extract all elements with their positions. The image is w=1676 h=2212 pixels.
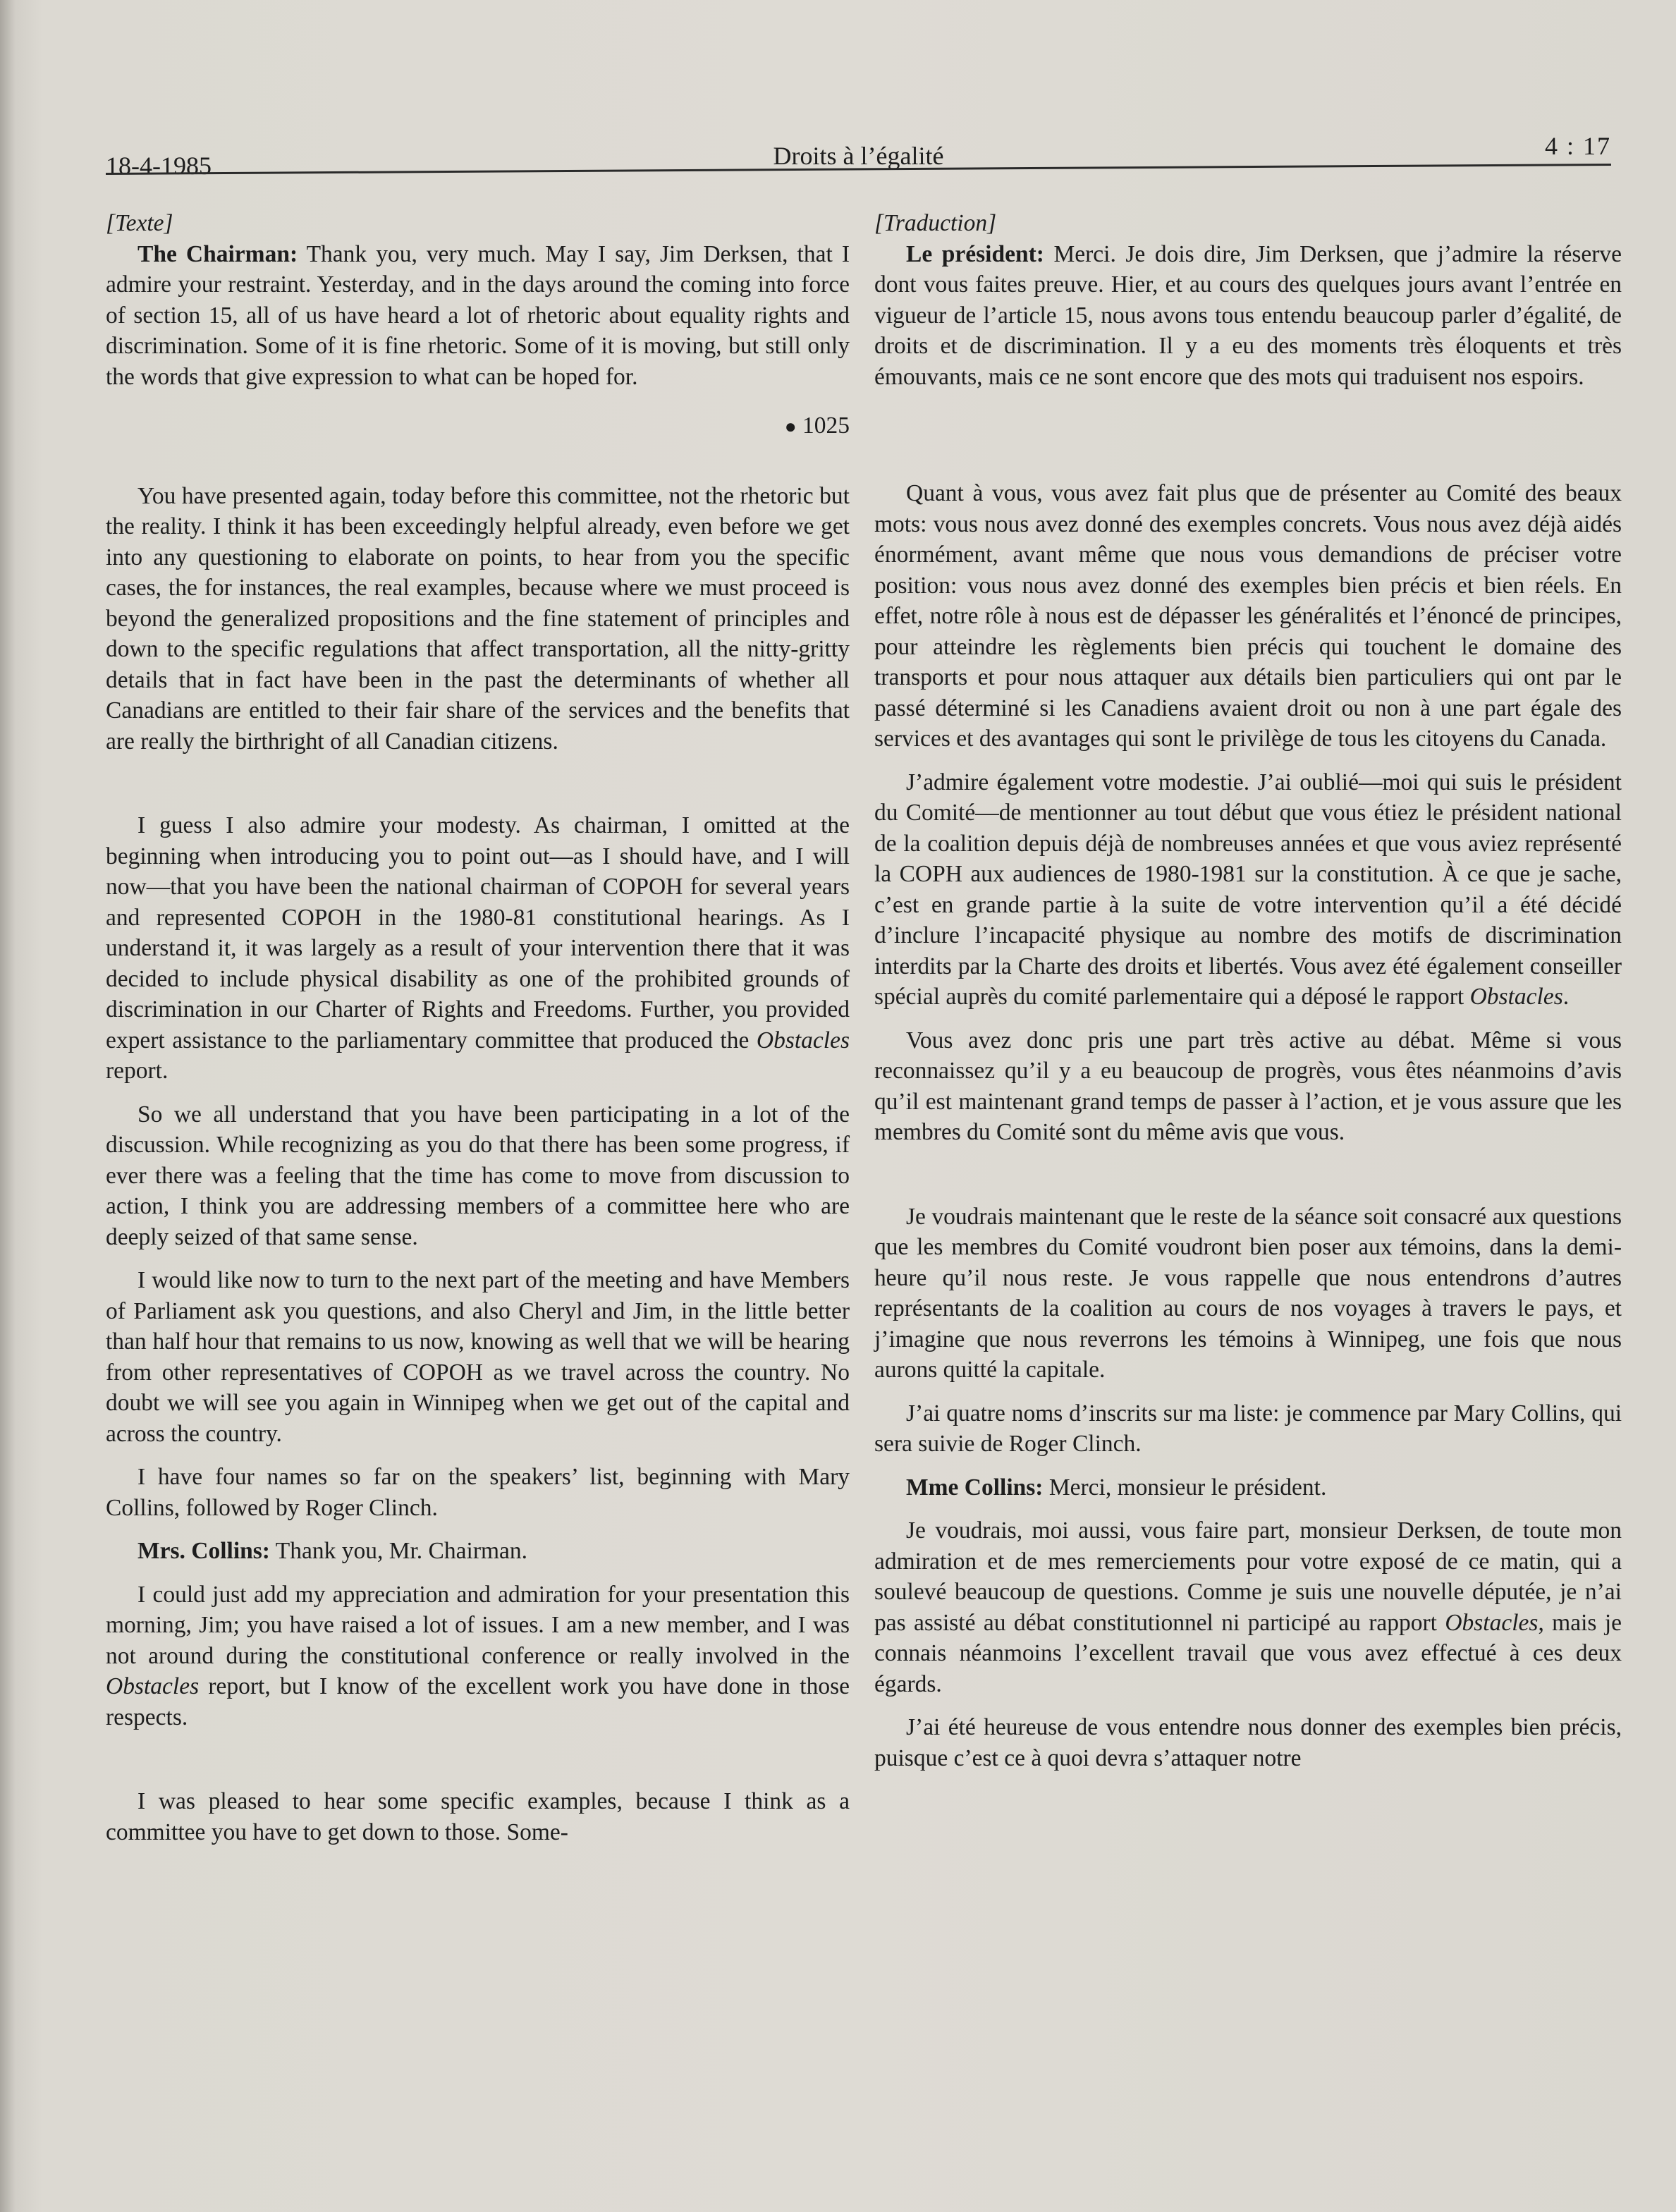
timestamp: ● 1025: [784, 413, 850, 439]
translation-label: [Traduction]: [874, 210, 997, 236]
french-column: [874, 208, 1622, 1773]
paragraph-collins: Mrs. Collins: Thank you, Mr. Chairman.: [137, 1538, 528, 1564]
paragraph: Vous avez donc pris une part très active au débat. Même si vous reconnaissez qu’il y a eu beaucoup de progrès, vous êtes néanmoins d’avis qu’il est maintenant grand temps de passer à l’action, et je vous assure que les membres du Comité sont du même avis que vous.: [874, 1027, 1622, 1145]
speaker-name: Le président:: [906, 240, 1044, 267]
header-date: 18-4-1985: [106, 152, 212, 180]
paragraph-chairman-intro: The Chairman: Thank you, very much. May I say, Jim Derksen, that I admire your restraint. Yesterday, and in the days around the coming into force of section 15, all of us have heard a lot of rhetoric about equality rights and discrimination. Some of it is fine rhetoric. Some of it is moving, but still only the words that give expression to what can be hoped for.: [106, 240, 850, 390]
paragraph-president-intro: Le président: Merci. Je dois dire, Jim Derksen, que j’admire la réserve dont vous faites preuve. Hier, et au cours des quelques jours avant l’entrée en vigueur de l’article 15, nous avons tous entendu beaucoup parler d’égalité, de droits et de discrimination. Il y a eu des moments très éloquents et très émouvants, mais ce ne sont encore que des mots qui traduisent nos espoirs.: [874, 240, 1622, 390]
paragraph: I guess I also admire your modesty. As chairman, I omitted at the beginning when introducing you to point out—as I should have, and I will now—that you have been the national chairman of COPOH for several years and represented COPOH in the 1980-81 constitutional hearings. As I understand it, it was largely as a result of your intervention there that it was decided to include physical disability as one of the prohibited grounds of discrimination in our Charter of Rights and Freedoms. Further, you provided expert assistance to the parliamentary committee that produced the Obstacles report.: [106, 812, 850, 1084]
paragraph: Je voudrais maintenant que le reste de la séance soit consacré aux questions que les membres du Comité voudront bien poser aux témoins, dans la demi-heure qu’il nous reste. Je vous rappelle que nous entendrons d’autres représentants de la coalition au cours de nos voyages à travers le pays, et j’imagine que nous reverrons les témoins à Winnipeg, une fois que nous aurons quitté la capitale.: [874, 1203, 1622, 1383]
paragraph: Je voudrais, moi aussi, vous faire part, monsieur Derksen, de toute mon admiration et de mes remerciements pour votre exposé de ce matin, qui a soulevé beaucoup de questions. Comme je suis une nouvelle députée, je n’ai pas assisté au débat constitutionnel ni participé au rapport Obstacles, mais je connais néanmoins l’excellent travail que vous avez effectué à ces deux égards.: [874, 1517, 1622, 1697]
paragraph: You have presented again, today before this committee, not the rhetoric but the reality. I think it has been exceedingly helpful already, even before we get into any questioning to elaborate on points, to hear from you the specific cases, the for instances, the real examples, because where we must proceed is beyond the generalized propositions and the fine statement of principles and down to the specific regulations that affect transportation, all the nitty-gritty details that in fact have been in the past the determinants of whether all Canadians are entitled to their fair share of the services and the benefits that are really the birthright of all Canadian citizens.: [106, 482, 850, 754]
header-title: Droits à l’égalité: [773, 142, 944, 170]
paragraph: J’ai été heureuse de vous entendre nous donner des exemples bien précis, puisque c’est ce à quoi devra s’attaquer notre: [874, 1714, 1622, 1771]
text-label: [Texte]: [106, 210, 173, 236]
paragraph: J’ai quatre noms d’inscrits sur ma liste: je commence par Mary Collins, qui sera suivie de Roger Clinch.: [874, 1400, 1622, 1457]
paragraph-collins: Mme Collins: Merci, monsieur le président.: [906, 1474, 1327, 1501]
binding-shadow: [0, 0, 16, 2212]
paragraph: I have four names so far on the speakers’ list, beginning with Mary Collins, followed by Roger Clinch.: [106, 1464, 850, 1521]
paragraph: So we all understand that you have been participating in a lot of the discussion. While recognizing as you do that there has been some progress, if ever there was a feeling that the time has come to move from discussion to action, I think you are addressing members of a committee here who are deeply seized of that same sense.: [106, 1101, 850, 1250]
header-page-number: 4 : 17: [1544, 132, 1611, 160]
english-column: [106, 208, 850, 1847]
speaker-name: Mme Collins:: [906, 1474, 1044, 1501]
paragraph: J’admire également votre modestie. J’ai oublié—moi qui suis le président du Comité—de mentionner au tout début que vous étiez le président national de la coalition depuis déjà de nombreuses années et que vous aviez représenté la COPH aux audiences de 1980-1981 sur la constitution. À ce que je sache, c’est en grande partie à la suite de votre intervention qu’il a été décidé d’inclure l’incapacité physique au nombre des motifs de discrimination interdits par la Charte des droits et libertés. Vous avez été également conseiller spécial auprès du comité parlementaire qui a déposé le rapport Obstacles.: [874, 769, 1622, 1010]
speaker-name: Mrs. Collins:: [137, 1538, 270, 1564]
paragraph: I could just add my appreciation and admiration for your presentation this morning, Jim; you have raised a lot of issues. I am a new member, and I was not around during the constitutional conference or really involved in the Obstacles report, but I know of the excellent work you have done in those respects.: [106, 1581, 850, 1730]
paragraph: Quant à vous, vous avez fait plus que de présenter au Comité des beaux mots: vous nous avez donné des exemples concrets. Vous nous avez déjà aidés énormément, avant même que nous vous demandions de préciser votre position: vous nous avez donné des exemples bien précis et bien réels. En effet, notre rôle à nous est de dépasser les généralités et l’énoncé de principes, pour atteindre les règlements bien précis qui touchent le domaine des transports et pour nous attaquer aux détails bien particuliers qui ont par le passé déterminé si les Canadiens avaient droit ou non à une part égale des services et des avantages qui sont le privilège de tous les citoyens du Canada.: [874, 480, 1622, 752]
paragraph: I would like now to turn to the next part of the meeting and have Members of Parliament ask you questions, and also Cheryl and Jim, in the little better than half hour that remains to us now, knowing as well that we will be hearing from other representatives of COPOH as we travel across the country. No doubt we will see you again in Winnipeg when we get out of the capital and across the country.: [106, 1267, 850, 1447]
speaker-name: The Chairman:: [137, 240, 298, 267]
bullet-icon: ●: [784, 416, 797, 438]
paragraph: I was pleased to hear some specific examples, because I think as a committee you have to get down to those. Some-: [106, 1788, 850, 1845]
